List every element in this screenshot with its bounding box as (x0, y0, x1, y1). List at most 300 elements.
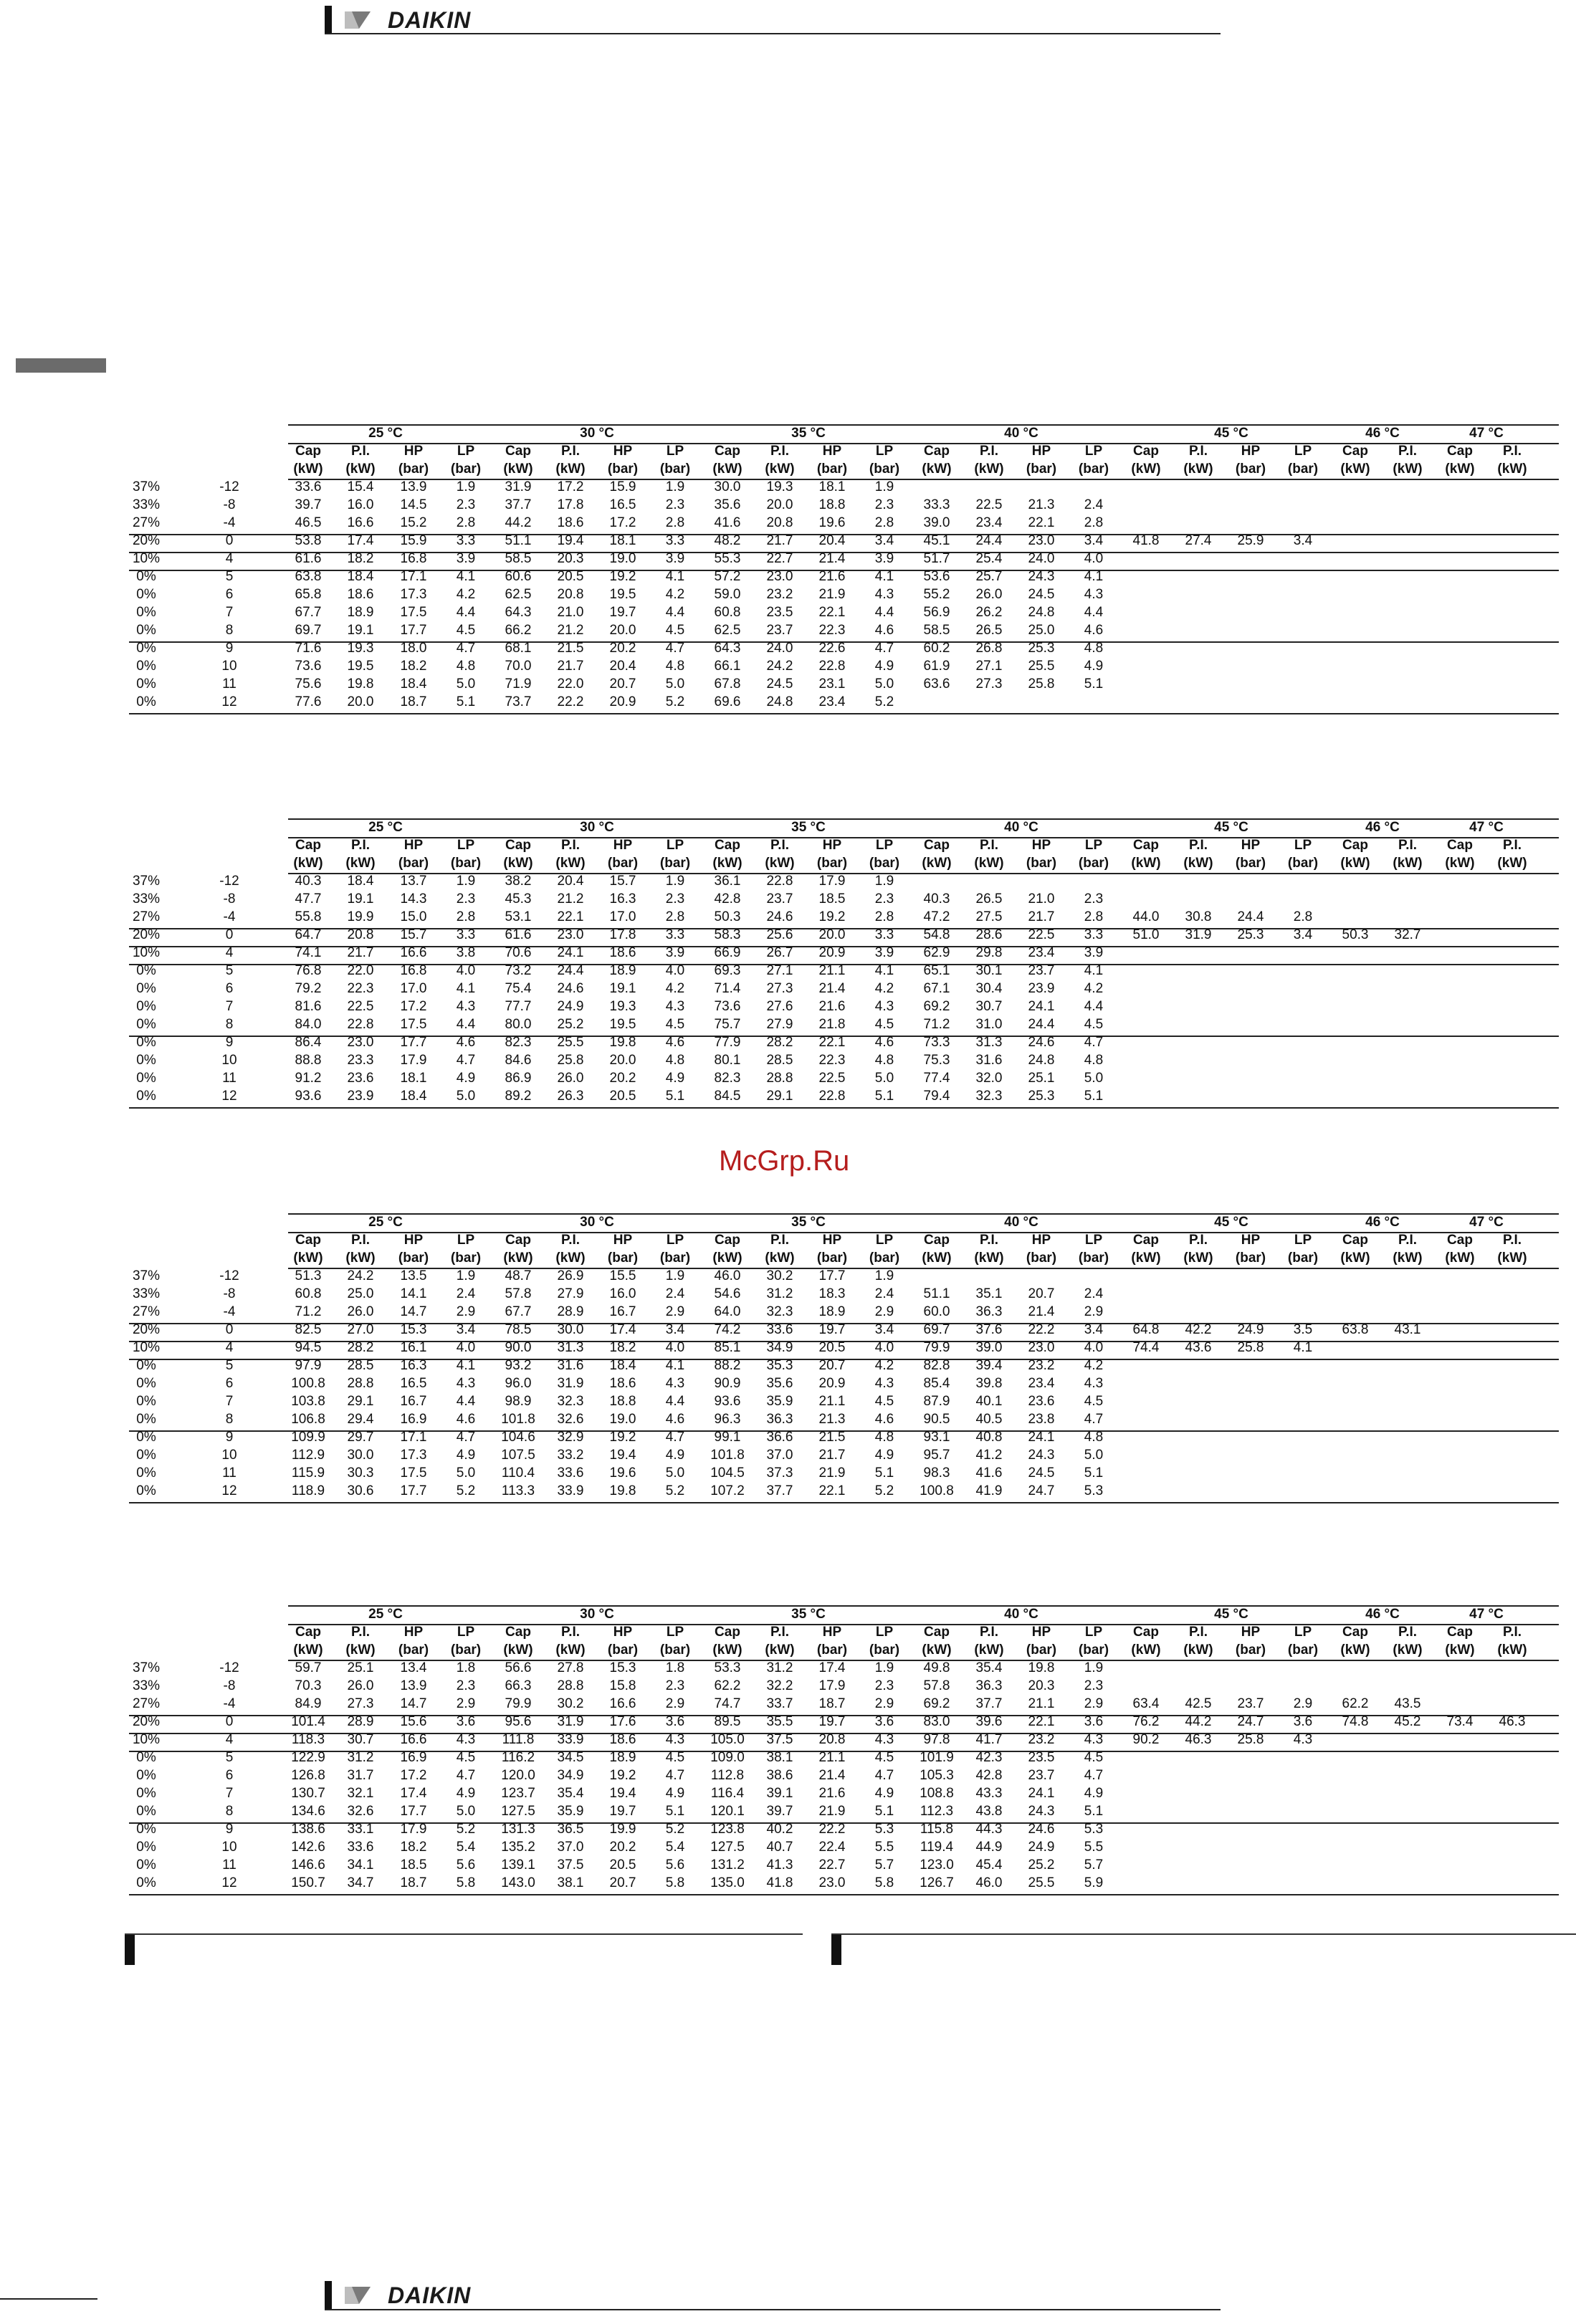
table-cell: 25.5 (557, 1035, 584, 1050)
unit-label: (bar) (869, 462, 900, 477)
table-cell: 22.4 (818, 1840, 846, 1855)
table-cell: 5.2 (665, 1822, 685, 1837)
unit-label-row (129, 1641, 1559, 1659)
table-cell: 21.2 (557, 623, 584, 638)
table-cell: 3.6 (1293, 1714, 1313, 1729)
table-row (129, 1033, 1559, 1051)
table-cell: 25.8 (557, 1053, 584, 1068)
table-cell: 18.7 (818, 1696, 846, 1711)
unit-label: (bar) (1078, 1642, 1109, 1658)
table-cell: 22.2 (1028, 1322, 1055, 1337)
table-cell: 25.0 (347, 1286, 374, 1301)
table-cell: 17.9 (400, 1053, 427, 1068)
table-cell: 28.8 (347, 1376, 374, 1391)
evaporating-temp: 0 (225, 1322, 234, 1337)
table-cell: 22.8 (818, 1089, 846, 1104)
table-cell: 78.5 (505, 1322, 532, 1337)
table-row (129, 496, 1559, 514)
table-cell: 28.2 (347, 1340, 374, 1355)
table-cell: 60.8 (295, 1286, 322, 1301)
table-cell: 16.9 (400, 1750, 427, 1765)
table-cell: 24.6 (557, 981, 584, 996)
unit-label: (kW) (345, 1251, 376, 1266)
table-cell: 22.1 (818, 1483, 846, 1498)
table-cell: 150.7 (291, 1875, 325, 1890)
table-cell: 31.2 (347, 1750, 374, 1765)
table-cell: 31.2 (766, 1286, 793, 1301)
table-cell: 17.9 (818, 874, 846, 889)
column-label: LP (457, 1625, 475, 1640)
temperature-header: 47 °C (1469, 1215, 1504, 1230)
evaporating-temp: -12 (219, 1660, 239, 1675)
table-cell: 20.5 (609, 1857, 636, 1873)
temperature-header: 45 °C (1214, 1215, 1248, 1230)
load-percent: 37% (132, 874, 161, 889)
unit-label: (bar) (1026, 856, 1057, 871)
table-cell: 62.9 (923, 945, 950, 960)
table-cell: 46.3 (1499, 1714, 1526, 1729)
table-cell: 23.6 (347, 1071, 374, 1086)
header-rule (325, 33, 1221, 34)
daikin-logo-icon (342, 2284, 385, 2307)
column-label: LP (666, 838, 684, 853)
table-cell: 51.1 (505, 533, 532, 548)
table-cell: 24.5 (1028, 587, 1055, 602)
unit-label: (bar) (1026, 1642, 1057, 1658)
table-cell: 23.7 (766, 623, 793, 638)
table-cell: 15.5 (609, 1268, 636, 1283)
table-cell: 135.2 (501, 1840, 535, 1855)
evaporating-temp: 8 (225, 1412, 234, 1427)
temperature-header: 46 °C (1365, 1607, 1400, 1622)
column-label: P.I. (1188, 1625, 1208, 1640)
evaporating-temp: 12 (221, 1483, 237, 1498)
load-percent: 0% (136, 1053, 156, 1068)
table-cell: 95.7 (923, 1448, 950, 1463)
table-row (129, 1374, 1559, 1392)
table-cell: 31.9 (505, 479, 532, 494)
table-cell: 16.6 (400, 945, 427, 960)
table-cell: 18.6 (609, 945, 636, 960)
column-label: Cap (1133, 444, 1159, 459)
table-cell: 33.3 (923, 497, 950, 512)
table-cell: 4.7 (874, 1768, 894, 1783)
table-cell: 19.2 (609, 569, 636, 584)
table-cell: 68.1 (505, 641, 532, 656)
unit-label: (kW) (1183, 1642, 1213, 1658)
table-cell: 28.9 (557, 1304, 584, 1319)
table-cell: 19.7 (609, 1804, 636, 1819)
table-cell: 18.4 (400, 676, 427, 692)
unit-label: (bar) (1078, 462, 1109, 477)
table-row (129, 693, 1559, 711)
table-cell: 22.1 (818, 1035, 846, 1050)
column-label: HP (403, 1233, 424, 1248)
table-row (129, 1321, 1559, 1339)
unit-label: (bar) (869, 1251, 900, 1266)
table-cell: 101.9 (920, 1750, 954, 1765)
table-row (129, 478, 1559, 496)
table-cell: 71.6 (295, 641, 322, 656)
evaporating-temp: -12 (219, 1268, 239, 1283)
table-cell: 4.1 (1084, 963, 1104, 978)
table-cell: 31.7 (347, 1768, 374, 1783)
table-cell: 5.0 (456, 1089, 476, 1104)
table-cell: 1.9 (665, 874, 685, 889)
unit-label: (bar) (398, 1251, 429, 1266)
column-label: Cap (1447, 1233, 1473, 1248)
table-cell: 41.6 (975, 1465, 1003, 1481)
column-label: HP (822, 1625, 842, 1640)
table-cell: 24.9 (1237, 1322, 1264, 1337)
table-cell: 19.7 (818, 1714, 846, 1729)
column-label: Cap (1133, 1233, 1159, 1248)
column-label: P.I. (979, 838, 999, 853)
table-cell: 1.9 (874, 1268, 894, 1283)
column-label: Cap (924, 1625, 950, 1640)
column-label: P.I. (350, 444, 371, 459)
table-cell: 22.1 (818, 605, 846, 620)
table-cell: 4.1 (665, 569, 685, 584)
evaporating-temp: -8 (223, 891, 236, 907)
table-cell: 4.0 (665, 1340, 685, 1355)
table-cell: 26.0 (557, 1071, 584, 1086)
table-cell: 70.6 (505, 945, 532, 960)
table-cell: 33.6 (295, 479, 322, 494)
load-percent: 0% (136, 1376, 156, 1391)
table-cell: 1.9 (874, 479, 894, 494)
evaporating-temp: -4 (223, 515, 236, 530)
table-cell: 85.4 (923, 1376, 950, 1391)
table-cell: 40.1 (975, 1394, 1003, 1409)
table-cell: 5.1 (874, 1804, 894, 1819)
table-cell: 35.9 (557, 1804, 584, 1819)
table-cell: 91.2 (295, 1071, 322, 1086)
table-cell: 67.8 (714, 676, 741, 692)
column-label: Cap (1447, 838, 1473, 853)
unit-label: (bar) (607, 1251, 639, 1266)
temperature-header: 45 °C (1214, 820, 1248, 835)
column-label: LP (457, 1233, 475, 1248)
unit-label: (kW) (1340, 1642, 1370, 1658)
temperature-header: 46 °C (1365, 820, 1400, 835)
table-cell: 4.5 (665, 623, 685, 638)
table-cell: 16.7 (609, 1304, 636, 1319)
table-cell: 116.4 (710, 1786, 745, 1801)
table-cell: 81.6 (295, 999, 322, 1014)
table-cell: 84.9 (295, 1696, 322, 1711)
table-row (129, 1874, 1559, 1892)
table-cell: 93.1 (923, 1430, 950, 1445)
table-cell: 143.0 (501, 1875, 535, 1890)
table-row (129, 1731, 1559, 1749)
table-cell: 39.6 (975, 1714, 1003, 1729)
table-cell: 23.0 (818, 1875, 846, 1890)
table-cell: 13.9 (400, 1678, 427, 1693)
table-cell: 24.1 (557, 945, 584, 960)
table-cell: 18.0 (400, 641, 427, 656)
table-cell: 25.5 (1028, 1875, 1055, 1890)
temperature-header: 25 °C (368, 820, 403, 835)
table-row (129, 1069, 1559, 1087)
column-label: HP (822, 1233, 842, 1248)
evaporating-temp: 5 (225, 1750, 234, 1765)
table-cell: 45.1 (923, 533, 950, 548)
table-cell: 17.6 (609, 1714, 636, 1729)
table-cell: 69.2 (923, 999, 950, 1014)
column-label: P.I. (770, 1233, 790, 1248)
table-cell: 42.3 (975, 1750, 1003, 1765)
table-cell: 4.2 (665, 587, 685, 602)
table-cell: 13.7 (400, 874, 427, 889)
table-cell: 15.2 (400, 515, 427, 530)
table-cell: 21.8 (818, 1017, 846, 1032)
temperature-header: 30 °C (580, 820, 614, 835)
table-cell: 18.2 (400, 1840, 427, 1855)
table-cell: 37.7 (975, 1696, 1003, 1711)
bottom-rule-right (831, 1933, 1576, 1935)
table-cell: 50.3 (714, 909, 741, 924)
temperature-header-row (129, 424, 1559, 442)
table-cell: 82.3 (505, 1035, 532, 1050)
column-label: HP (1031, 1625, 1051, 1640)
table-cell: 97.9 (295, 1358, 322, 1373)
unit-label: (kW) (765, 856, 795, 871)
table-cell: 23.0 (347, 1035, 374, 1050)
table-cell: 4.1 (456, 569, 476, 584)
table-cell: 34.9 (766, 1340, 793, 1355)
performance-table (129, 818, 1559, 1105)
table-cell: 36.6 (766, 1430, 793, 1445)
table-cell: 2.8 (456, 909, 476, 924)
table-cell: 4.5 (1084, 1017, 1104, 1032)
table-cell: 1.9 (665, 1268, 685, 1283)
footer-rule-left (0, 2298, 97, 2300)
table-cell: 45.2 (1394, 1714, 1421, 1729)
unit-label: (bar) (869, 856, 900, 871)
table-row (129, 1856, 1559, 1874)
table-cell: 4.3 (665, 1376, 685, 1391)
table-cell: 16.8 (400, 551, 427, 566)
unit-label: (bar) (450, 856, 482, 871)
column-label: LP (457, 838, 475, 853)
unit-label: (kW) (765, 1251, 795, 1266)
table-cell: 4.4 (665, 1394, 685, 1409)
table-cell: 37.3 (766, 1465, 793, 1481)
table-cell: 67.7 (505, 1304, 532, 1319)
unit-label: (bar) (1026, 1251, 1057, 1266)
table-cell: 1.9 (456, 1268, 476, 1283)
table-cell: 2.3 (456, 497, 476, 512)
column-label: HP (822, 444, 842, 459)
table-cell: 19.1 (347, 623, 374, 638)
evaporating-temp: 10 (221, 1840, 237, 1855)
table-cell: 21.1 (1028, 1696, 1055, 1711)
table-cell: 29.1 (766, 1089, 793, 1104)
column-label: P.I. (770, 444, 790, 459)
column-label: P.I. (979, 444, 999, 459)
evaporating-temp: -8 (223, 497, 236, 512)
table-cell: 22.1 (1028, 1714, 1055, 1729)
table-cell: 19.8 (1028, 1660, 1055, 1675)
load-percent: 10% (132, 1340, 161, 1355)
table-cell: 30.0 (347, 1448, 374, 1463)
table-cell: 17.7 (400, 623, 427, 638)
table-cell: 103.8 (291, 1394, 325, 1409)
table-cell: 18.4 (347, 569, 374, 584)
table-cell: 1.9 (1084, 1660, 1104, 1675)
table-cell: 4.3 (665, 999, 685, 1014)
unit-label: (kW) (345, 856, 376, 871)
table-cell: 4.3 (874, 587, 894, 602)
table-cell: 4.3 (456, 1376, 476, 1391)
unit-label: (bar) (1078, 856, 1109, 871)
table-cell: 26.8 (975, 641, 1003, 656)
load-percent: 0% (136, 569, 156, 584)
table-cell: 87.9 (923, 1394, 950, 1409)
table-row (129, 1428, 1559, 1446)
table-cell: 24.8 (1028, 605, 1055, 620)
table-cell: 4.2 (1084, 981, 1104, 996)
table-row (129, 514, 1559, 532)
table-cell: 20.4 (557, 874, 584, 889)
table-cell: 63.8 (295, 569, 322, 584)
temperature-header-row (129, 1605, 1559, 1623)
column-label: P.I. (1188, 1233, 1208, 1248)
column-label: Cap (1342, 444, 1368, 459)
table-cell: 4.5 (1084, 1394, 1104, 1409)
table-cell: 20.0 (609, 1053, 636, 1068)
table-cell: 61.9 (923, 659, 950, 674)
unit-label: (kW) (555, 1251, 586, 1266)
table-cell: 2.3 (456, 1678, 476, 1693)
table-cell: 19.9 (347, 909, 374, 924)
table-cell: 54.8 (923, 927, 950, 942)
table-cell: 4.9 (874, 1786, 894, 1801)
temperature-header: 46 °C (1365, 426, 1400, 441)
table-cell: 19.7 (818, 1322, 846, 1337)
table-cell: 17.5 (400, 1017, 427, 1032)
unit-label: (kW) (1131, 1642, 1161, 1658)
load-percent: 0% (136, 1394, 156, 1409)
unit-label: (bar) (607, 462, 639, 477)
column-label: Cap (505, 444, 531, 459)
table-cell: 5.1 (665, 1804, 685, 1819)
table-cell: 71.4 (714, 981, 741, 996)
table-cell: 27.3 (975, 676, 1003, 692)
table-cell: 4.8 (874, 1053, 894, 1068)
daikin-logo-top (325, 6, 471, 34)
table-cell: 33.6 (766, 1322, 793, 1337)
unit-label: (bar) (1026, 462, 1057, 477)
table-cell: 4.6 (874, 1035, 894, 1050)
table-cell: 37.0 (766, 1448, 793, 1463)
table-cell: 14.1 (400, 1286, 427, 1301)
table-cell: 61.6 (505, 927, 532, 942)
table-cell: 25.0 (1028, 623, 1055, 638)
table-cell: 20.8 (818, 1732, 846, 1747)
column-label-row (129, 1623, 1559, 1641)
table-cell: 19.4 (557, 533, 584, 548)
table-cell: 2.9 (665, 1696, 685, 1711)
table-cell: 4.9 (1084, 1786, 1104, 1801)
table-cell: 69.2 (923, 1696, 950, 1711)
table-cell: 35.9 (766, 1394, 793, 1409)
temperature-header: 40 °C (1004, 426, 1038, 441)
table-cell: 19.5 (609, 587, 636, 602)
unit-label: (kW) (503, 1251, 533, 1266)
brand-name: DAIKIN (388, 2282, 472, 2308)
table-cell: 46.5 (295, 515, 322, 530)
table-cell: 1.9 (456, 874, 476, 889)
table-cell: 26.0 (347, 1678, 374, 1693)
table-cell: 38.2 (505, 874, 532, 889)
table-cell: 22.8 (766, 874, 793, 889)
table-cell: 76.2 (1132, 1714, 1160, 1729)
table-cell: 2.3 (456, 891, 476, 907)
table-cell: 19.3 (609, 999, 636, 1014)
unit-label: (kW) (1340, 856, 1370, 871)
table-cell: 40.7 (766, 1840, 793, 1855)
watermark: McGrp.Ru (719, 1145, 850, 1177)
unit-label: (kW) (293, 1251, 323, 1266)
column-label: LP (457, 444, 475, 459)
load-percent: 27% (132, 1696, 161, 1711)
table-cell: 17.1 (400, 1430, 427, 1445)
table-cell: 2.3 (874, 497, 894, 512)
table-cell: 21.9 (818, 1465, 846, 1481)
table-cell: 19.3 (347, 641, 374, 656)
table-cell: 131.3 (501, 1822, 535, 1837)
table-cell: 14.7 (400, 1696, 427, 1711)
table-cell: 36.3 (975, 1678, 1003, 1693)
table-cell: 17.4 (347, 533, 374, 548)
table-cell: 4.9 (456, 1071, 476, 1086)
table-cell: 32.6 (557, 1412, 584, 1427)
table-cell: 51.0 (1132, 927, 1160, 942)
table-cell: 4.6 (1084, 623, 1104, 638)
table-cell: 138.6 (291, 1822, 325, 1837)
table-cell: 115.9 (291, 1465, 325, 1481)
table-cell: 21.5 (818, 1430, 846, 1445)
table-cell: 30.2 (557, 1696, 584, 1711)
temperature-header: 47 °C (1469, 820, 1504, 835)
table-cell: 24.1 (1028, 1786, 1055, 1801)
table-cell: 16.3 (400, 1358, 427, 1373)
table-cell: 5.2 (874, 694, 894, 709)
table-cell: 41.9 (975, 1483, 1003, 1498)
table-cell: 64.8 (1132, 1322, 1160, 1337)
table-cell: 18.4 (400, 1089, 427, 1104)
table-cell: 96.0 (505, 1376, 532, 1391)
table-cell: 16.9 (400, 1412, 427, 1427)
unit-label: (kW) (712, 1251, 742, 1266)
temperature-header: 47 °C (1469, 426, 1504, 441)
table-cell: 18.9 (609, 963, 636, 978)
unit-label: (kW) (974, 856, 1004, 871)
table-cell: 17.7 (400, 1804, 427, 1819)
table-cell: 2.4 (456, 1286, 476, 1301)
table-cell: 19.6 (609, 1465, 636, 1481)
column-label: Cap (295, 1233, 321, 1248)
table-cell: 24.4 (975, 533, 1003, 548)
table-cell: 25.9 (1237, 533, 1264, 548)
table-cell: 17.2 (400, 999, 427, 1014)
table-cell: 3.3 (456, 533, 476, 548)
column-label: P.I. (1188, 444, 1208, 459)
unit-label: (kW) (765, 1642, 795, 1658)
table-cell: 5.0 (1084, 1071, 1104, 1086)
